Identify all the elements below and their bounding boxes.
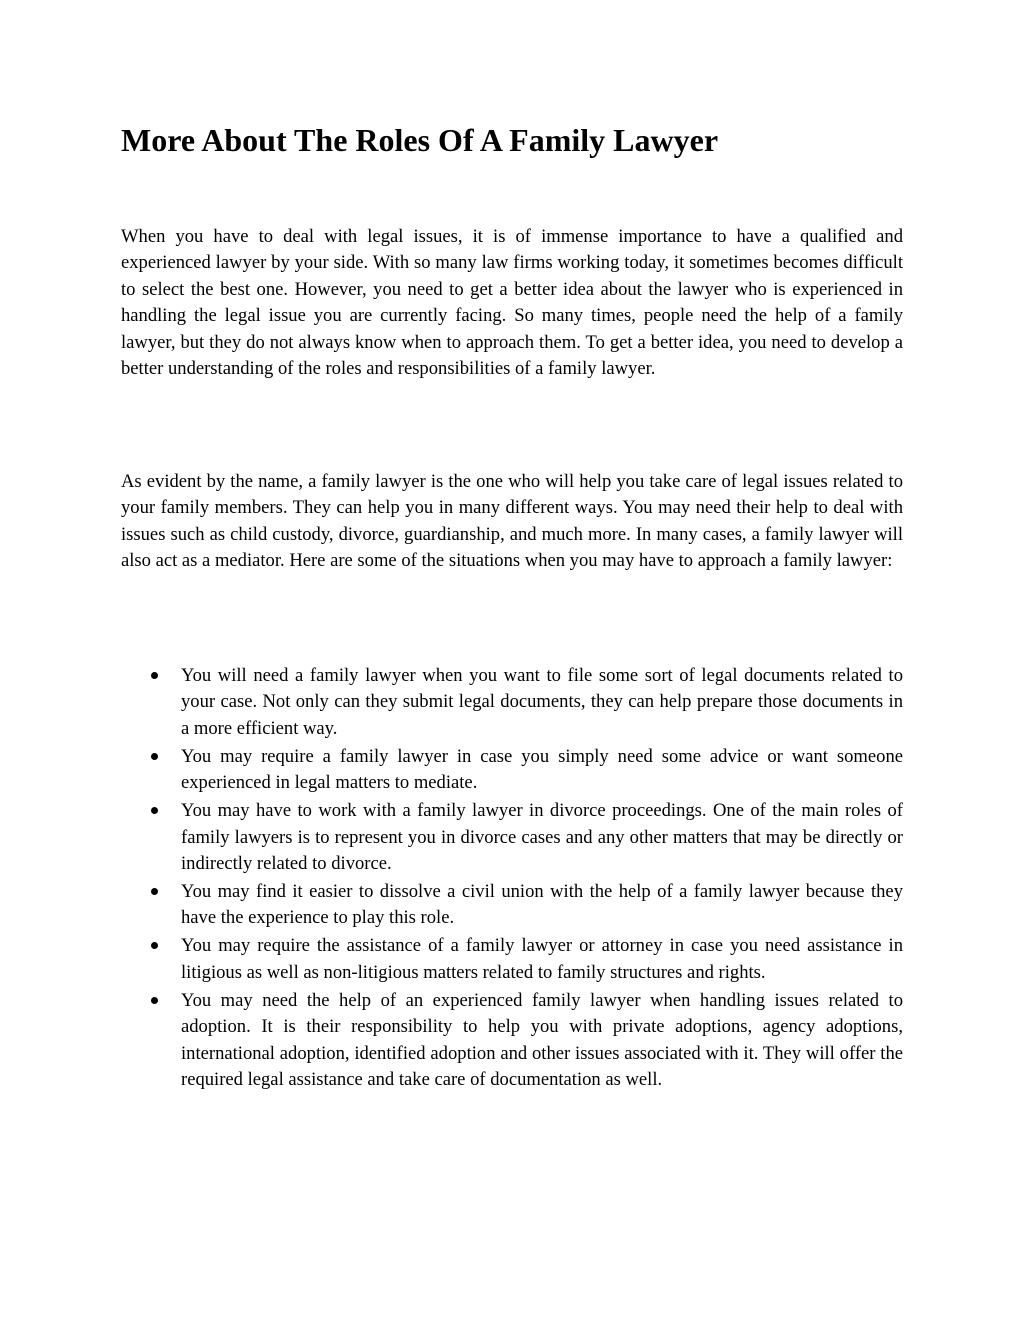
bullet-icon: [151, 942, 158, 949]
bullet-icon: [151, 672, 158, 679]
list-item: [121, 744, 903, 797]
intro-paragraph: When you have to deal with legal issues, it is of immense importance to have a qualified and experienced lawyer by your side. With so many law firms working today, it sometimes becomes difficult to select the best one. However, you need to get a better idea about the lawyer who is experienced in handling the legal issue you are currently facing. So many times, people need the help of a family lawyer, but they do not always know when to approach them. To get a better idea, you need to develop a better understanding of the roles and responsibilities of a family lawyer.: [121, 226, 903, 380]
list-item: [121, 933, 903, 986]
list-item: [121, 663, 903, 742]
bullet-icon: [151, 888, 158, 895]
page-title: More About The Roles Of A Family Lawyer: [121, 122, 719, 158]
list-item: [121, 988, 903, 1094]
list-item-text: You may need the help of an experienced family lawyer when handling issues related to adoption. It is their responsibility to help you with private adoptions, agency adoptions, international adoption, identified adoption and other issues associated with it. They will offer the required legal assistance and take care of documentation as well.: [181, 989, 903, 1091]
list-item-text: You will need a family lawyer when you want to file some sort of legal documents related to your case. Not only can they submit legal documents, they can help prepare those documents in a more efficient way.: [181, 665, 903, 739]
list-item: [121, 798, 903, 877]
situations-list: [121, 663, 903, 1095]
bullet-icon: [151, 753, 158, 760]
list-item-text: You may require the assistance of a family lawyer or attorney in case you need assistance in litigious as well as non-litigious matters related to family structures and rights.: [181, 935, 903, 983]
list-item-text: You may find it easier to dissolve a civil union with the help of a family lawyer because they have the experience to play this role.: [181, 881, 903, 929]
list-item-text: You may require a family lawyer in case you simply need some advice or want someone experienced in legal matters to mediate.: [181, 745, 903, 794]
bullet-icon: [151, 997, 158, 1004]
bullet-icon: [151, 807, 158, 814]
list-item: [121, 879, 903, 932]
list-item-text: You may have to work with a family lawyer in divorce proceedings. One of the main roles of family lawyers is to represent you in divorce cases and any other matters that may be directly or indirectly related to divorce.: [181, 800, 903, 875]
body-paragraph: As evident by the name, a family lawyer is the one who will help you take care of legal issues related to your family members. They can help you in many different ways. You may need their help to deal with issues such as child custody, divorce, guardianship, and much more. In many cases, a family lawyer will also act as a mediator. Here are some of the situations when you may have to approach a family lawyer:: [121, 471, 903, 572]
